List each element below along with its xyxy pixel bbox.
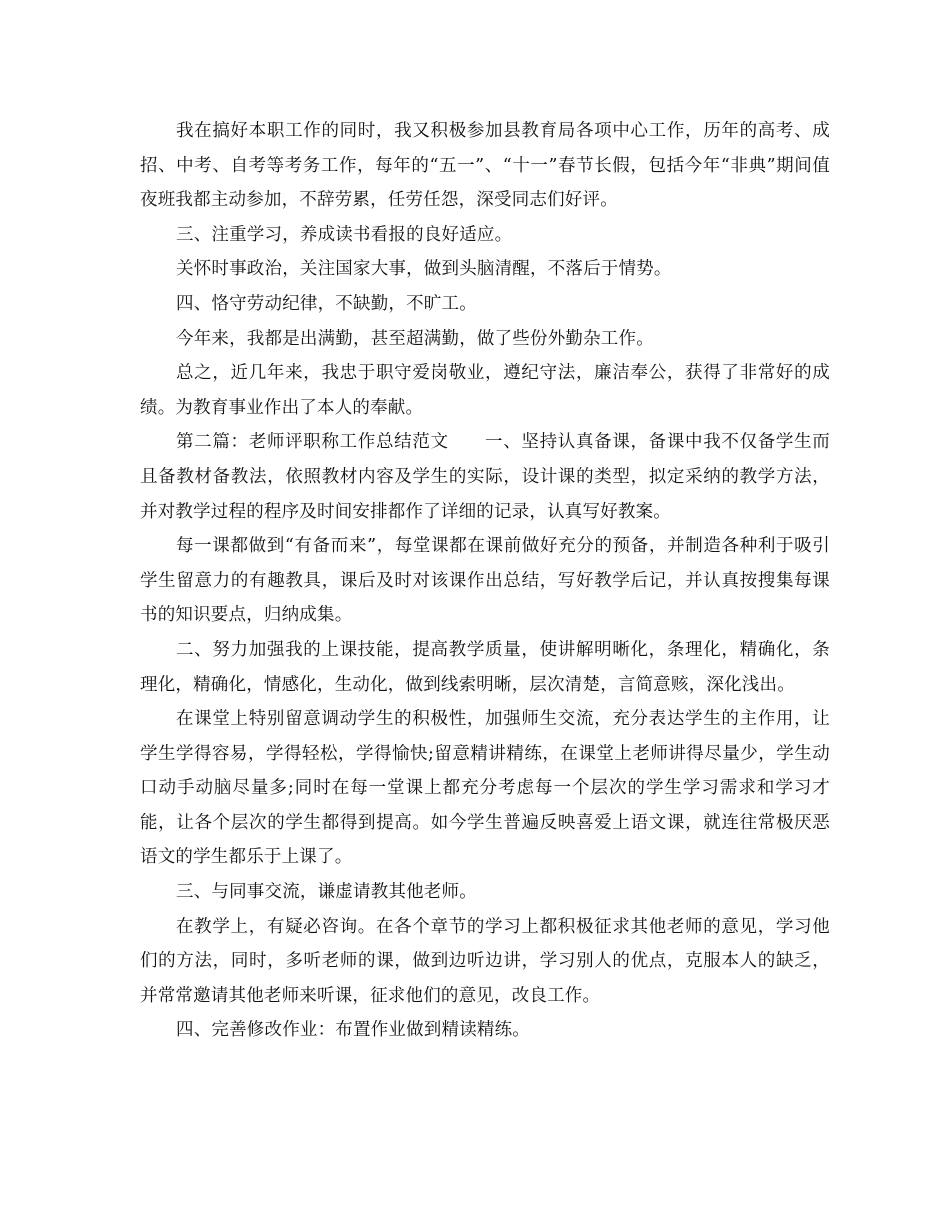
paragraph-classroom: 在课堂上特别留意调动学生的积极性，加强师生交流，充分表达学生的主作用，让学生学得容易，学得轻松，学得愉快;留意精讲精练，在课堂上老师讲得尽量少，学生动口动手动脑尽量多;同时在每一堂课上都充分考虑每一个层次的学生学习需求和学习才能，让各个层次的学生都得到提高。如今学生普遍反映喜爱上语文课，就连往常极厌恶语文的学生都乐于上课了。 (140, 709, 830, 868)
paragraph-lesson-prep: 每一课都做到“有备而来”，每堂课都在课前做好充分的预备，并制造各种利于吸引学生留意力的有趣教具，课后及时对该课作出总结，写好教学后记，并认真按搜集每课书的知识要点，归纳成集。 (140, 536, 830, 626)
paragraph-heading-colleagues: 三、与同事交流，谦虚请教其他老师。 (176, 882, 477, 903)
paragraph-heading-teaching-skills: 二、努力加强我的上课技能，提高教学质量，使讲解明晰化，条理化，精确化，条理化，精确化，情感化，生动化，做到线索明晰，层次清楚，言简意赅，深化浅出。 (140, 639, 830, 695)
paragraph-second-article: 第二篇：老师评职称工作总结范文 一、坚持认真备课，备课中我不仅备学生而且备教材备教法，依照教材内容及学生的实际，设计课的类型，拟定采纳的教学方法，并对教学过程的程序及时间安排都作了详细的记录，认真写好教案。 (140, 432, 830, 522)
paragraph-heading-homework: 四、完善修改作业：布置作业做到精读精练。 (176, 1020, 530, 1041)
paragraph-current-affairs: 关怀时事政治，关注国家大事，做到头脑清醒，不落后于情势。 (176, 259, 672, 280)
paragraph-exam-duty: 我在搞好本职工作的同时，我又积极参加县教育局各项中心工作，历年的高考、成招、中考、自考等考务工作，每年的“五一”、“十一”春节长假，包括今年“非典”期间值夜班我都主动参加，不辞劳累，任劳任怨，深受同志们好评。 (140, 121, 830, 211)
paragraph-heading-discipline: 四、恪守劳动纪律，不缺勤，不旷工。 (176, 293, 477, 314)
paragraph-heading-study: 三、注重学习，养成读书看报的良好适应。 (176, 224, 513, 245)
paragraph-summary: 总之，近几年来，我忠于职守爱岗敬业，遵纪守法，廉洁奉公，获得了非常好的成绩。为教育事业作出了本人的奉献。 (140, 363, 830, 418)
paragraph-consultation: 在教学上，有疑必咨询。在各个章节的学习上都积极征求其他老师的意见，学习他们的方法，同时，多听老师的课，做到边听边讲，学习别人的优点，克服本人的缺乏，并常常邀请其他老师来听课，征求他们的意见，改良工作。 (140, 916, 830, 1006)
paragraph-attendance: 今年来，我都是出满勤，甚至超满勤，做了些份外勤杂工作。 (176, 328, 654, 349)
document-body (140, 114, 830, 1048)
